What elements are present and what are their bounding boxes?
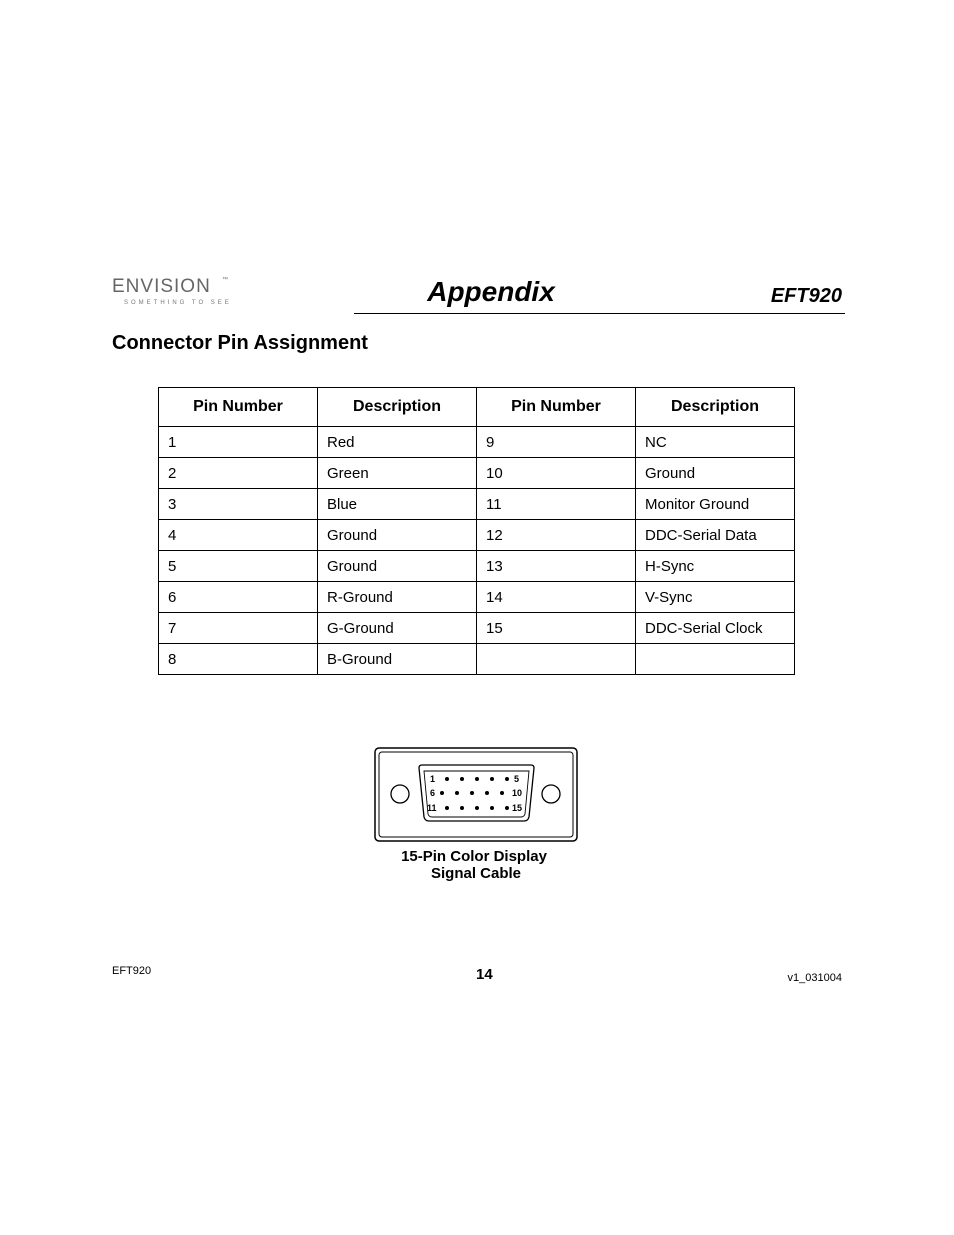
pin-number-cell: 2 — [159, 458, 318, 489]
pin-dot — [475, 806, 479, 810]
pin-number-cell: 15 — [477, 613, 636, 644]
description-cell: Monitor Ground — [636, 489, 795, 520]
pin-label-6: 6 — [430, 788, 436, 798]
column-header-description: Description — [636, 388, 795, 427]
pin-label-5: 5 — [514, 774, 520, 784]
description-cell: Green — [318, 458, 477, 489]
logo-wordmark: ENVISION — [112, 276, 211, 297]
pin-number-cell — [477, 644, 636, 675]
description-cell: Ground — [318, 520, 477, 551]
description-cell: DDC-Serial Clock — [636, 613, 795, 644]
model-title: EFT920 — [770, 285, 842, 307]
pin-label-11: 11 — [427, 803, 437, 813]
pin-dot — [490, 777, 494, 781]
envision-logo — [112, 277, 232, 313]
pin-number-cell: 12 — [477, 520, 636, 551]
title-divider — [354, 313, 845, 314]
mounting-hole-left — [391, 785, 409, 803]
pin-number-cell: 8 — [159, 644, 318, 675]
pin-number-cell: 5 — [159, 551, 318, 582]
pin-label-1: 1 — [430, 774, 436, 784]
logo-trademark: ™ — [222, 277, 228, 283]
pin-dot — [460, 806, 464, 810]
table-row — [159, 613, 795, 644]
connector-caption-line2: Signal Cable — [430, 865, 522, 881]
pin-number-cell: 4 — [159, 520, 318, 551]
pin-dot — [485, 791, 489, 795]
logo-tagline: SOMETHING TO SEE — [124, 300, 232, 306]
pin-dot — [475, 777, 479, 781]
pin-dot — [445, 777, 449, 781]
pin-dot — [470, 791, 474, 795]
footer-model: EFT920 — [112, 965, 152, 977]
description-cell: R-Ground — [318, 582, 477, 613]
pin-number-cell: 14 — [477, 582, 636, 613]
pin-dot — [455, 791, 459, 795]
pin-dot — [505, 806, 509, 810]
pin-dot — [500, 791, 504, 795]
pin-number-cell: 1 — [159, 427, 318, 458]
column-header-description: Description — [318, 388, 477, 427]
description-cell: NC — [636, 427, 795, 458]
description-cell: G-Ground — [318, 613, 477, 644]
pin-dot — [445, 806, 449, 810]
pin-number-cell: 11 — [477, 489, 636, 520]
table-row — [159, 582, 795, 613]
description-cell: H-Sync — [636, 551, 795, 582]
section-heading: Connector Pin Assignment — [112, 332, 368, 354]
description-cell: Blue — [318, 489, 477, 520]
page-title: Appendix — [427, 276, 555, 307]
pin-number-cell: 9 — [477, 427, 636, 458]
footer-version: v1_031004 — [787, 972, 842, 984]
pin-dot — [505, 777, 509, 781]
description-cell: Ground — [636, 458, 795, 489]
pin-number-cell: 10 — [477, 458, 636, 489]
description-cell: B-Ground — [318, 644, 477, 675]
description-cell: V-Sync — [636, 582, 795, 613]
column-header-pin-number: Pin Number — [159, 388, 318, 427]
pin-dot — [460, 777, 464, 781]
table-header-row — [159, 388, 795, 427]
pin-number-cell: 13 — [477, 551, 636, 582]
pin-assignment-table — [158, 387, 795, 675]
pin-number-cell: 6 — [159, 582, 318, 613]
page-number: 14 — [476, 966, 493, 983]
connector-caption-line1: 15-Pin Color Display — [401, 848, 547, 865]
table-row — [159, 551, 795, 582]
table-row — [159, 520, 795, 551]
pin-dot — [490, 806, 494, 810]
vga-connector-diagram — [374, 747, 578, 881]
description-cell: Ground — [318, 551, 477, 582]
table-row — [159, 427, 795, 458]
table-row — [159, 644, 795, 675]
pin-dot — [440, 791, 444, 795]
column-header-pin-number: Pin Number — [477, 388, 636, 427]
description-cell — [636, 644, 795, 675]
pin-number-cell: 7 — [159, 613, 318, 644]
table-row — [159, 458, 795, 489]
pin-label-10: 10 — [512, 788, 523, 798]
mounting-hole-right — [542, 785, 560, 803]
pin-number-cell: 3 — [159, 489, 318, 520]
description-cell: Red — [318, 427, 477, 458]
table-row — [159, 489, 795, 520]
pin-label-15: 15 — [512, 803, 523, 813]
description-cell: DDC-Serial Data — [636, 520, 795, 551]
